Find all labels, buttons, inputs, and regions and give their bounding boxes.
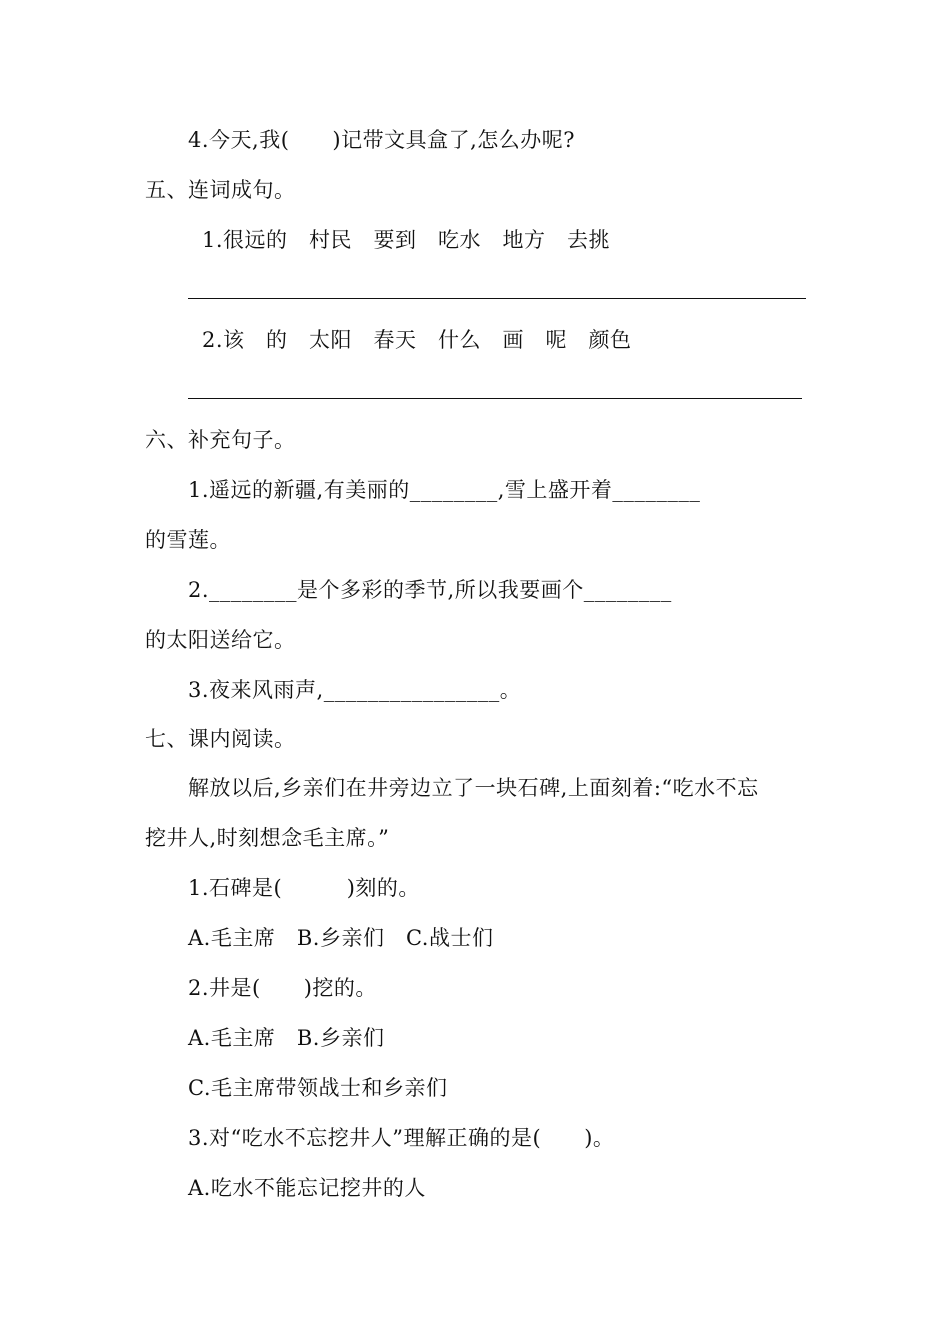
answer-line-5-1[interactable] [188,298,806,299]
section-6-item-1-line-2: 的雪莲。 [145,528,231,552]
section-5-heading: 五、连词成句。 [145,178,296,202]
section-7-heading: 七、课内阅读。 [145,727,296,751]
answer-line-5-2[interactable] [188,398,802,399]
section-5-item-2-words: 2.该 的 太阳 春天 什么 画 呢 颜色 [202,328,632,352]
section-5-item-1-words: 1.很远的 村民 要到 吃水 地方 去挑 [202,228,611,252]
reading-question-3: 3.对“吃水不忘挖井人”理解正确的是( )。 [188,1126,615,1150]
reading-question-2-options: A.毛主席 B.乡亲们 [188,1026,385,1050]
question-4-4: 4.今天,我( )记带文具盒了,怎么办呢? [188,128,576,152]
reading-question-1: 1.石碑是( )刻的。 [188,876,420,900]
reading-passage-line-2: 挖井人,时刻想念毛主席。” [145,826,390,850]
section-6-item-2-line-2: 的太阳送给它。 [145,628,296,652]
reading-passage-line-1: 解放以后,乡亲们在井旁边立了一块石碑,上面刻着:“吃水不忘 [188,776,759,800]
reading-question-2-option-c: C.毛主席带领战士和乡亲们 [188,1076,448,1100]
section-6-item-1-line-1: 1.遥远的新疆,有美丽的________,雪上盛开着________ [188,478,701,502]
section-6-heading: 六、补充句子。 [145,428,296,452]
reading-question-3-option-a: A.吃水不能忘记挖井的人 [188,1176,426,1200]
section-6-item-3: 3.夜来风雨声,________________。 [188,678,522,702]
reading-question-2: 2.井是( )挖的。 [188,976,377,1000]
section-6-item-2-line-1: 2.________是个多彩的季节,所以我要画个________ [188,578,672,602]
reading-question-1-options: A.毛主席 B.乡亲们 C.战士们 [188,926,494,950]
